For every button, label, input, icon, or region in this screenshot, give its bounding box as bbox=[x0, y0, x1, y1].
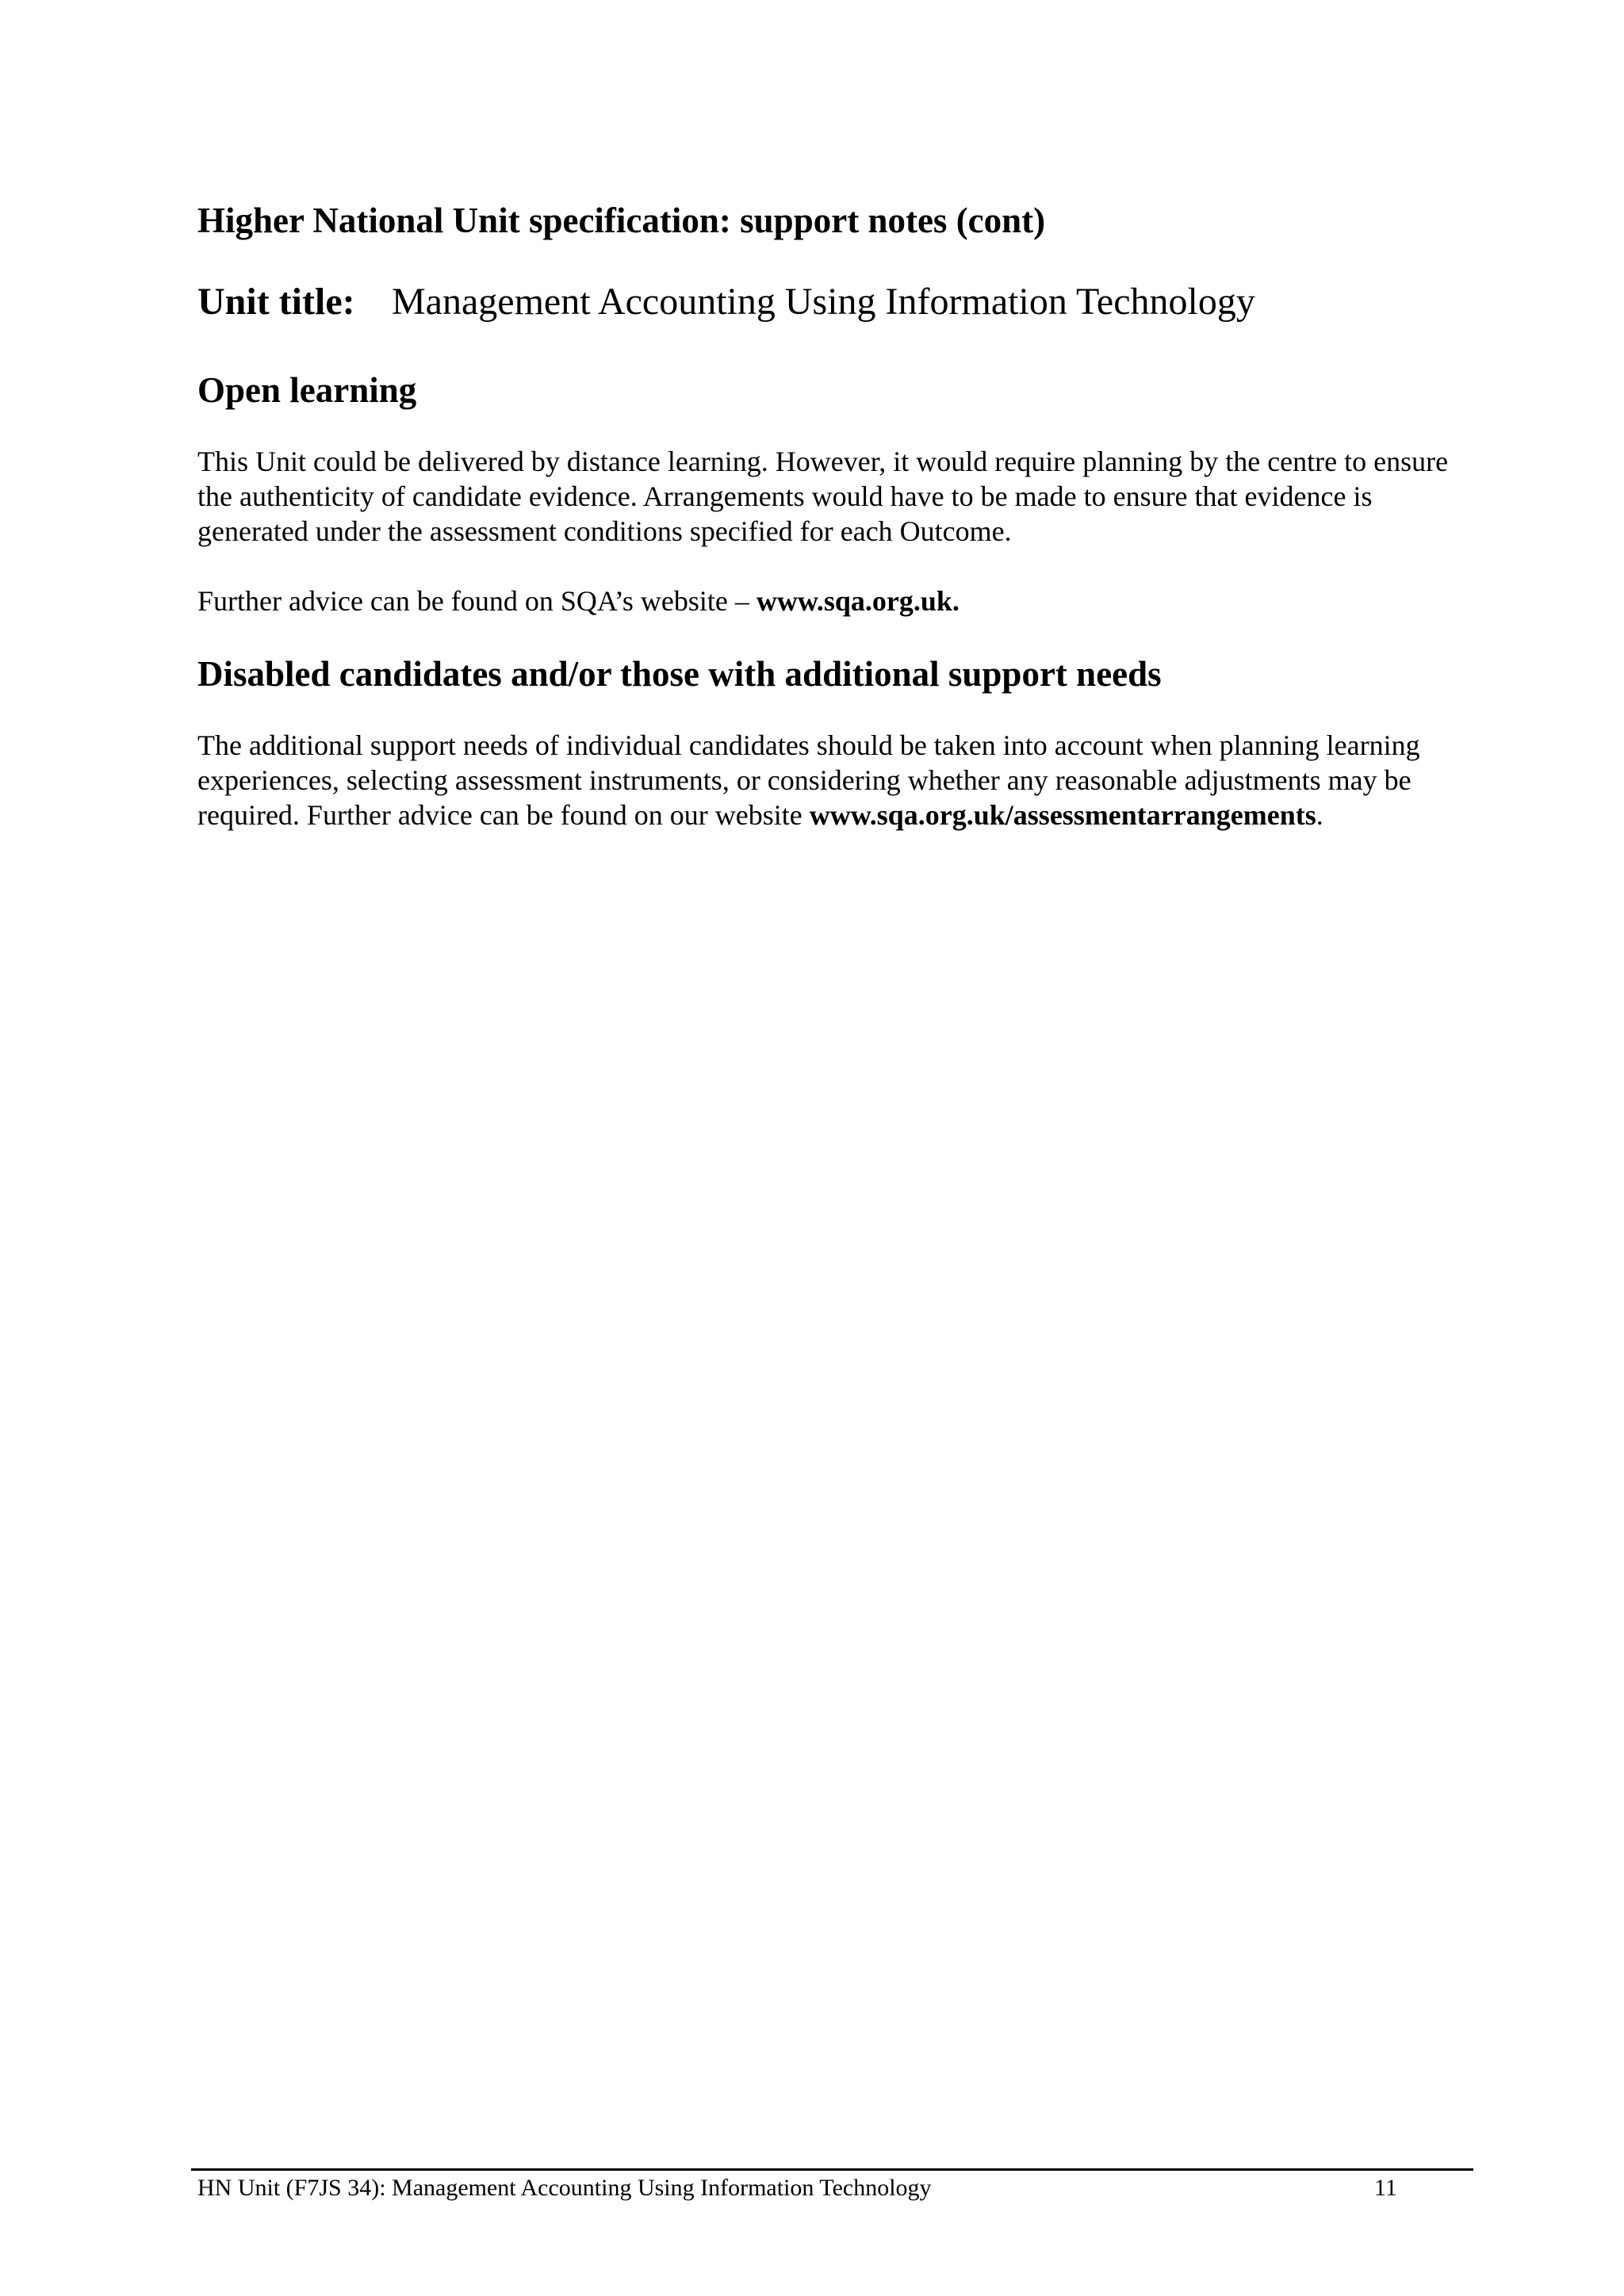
page-content bbox=[197, 197, 1482, 832]
page-number: 11 bbox=[1374, 2175, 1397, 2201]
assessment-arrangements-link[interactable]: www.sqa.org.uk/assessmentarrangements bbox=[809, 799, 1316, 831]
additional-support-text: The additional support needs of individual candidates should be taken into account when planning learning experiences, selecting assessment instruments, or considering whether any reasonable adjustments may be required. Further advice can be found on our website bbox=[197, 729, 1420, 831]
unit-title-row bbox=[197, 277, 1482, 327]
sqa-website-link[interactable]: www.sqa.org.uk. bbox=[756, 585, 959, 617]
footer-rule bbox=[191, 2168, 1473, 2171]
paragraph-end: . bbox=[1316, 799, 1323, 831]
unit-title-value: Management Accounting Using Information Technology bbox=[392, 281, 1255, 323]
further-advice-paragraph bbox=[197, 584, 1482, 618]
open-learning-paragraph: This Unit could be delivered by distance learning. However, it would require planning by the centre to ensure the authenticity of candidate evidence. Arrangements would have to be made to ensure that evidence is generated under the assessment conditions specified for each Outcome. bbox=[197, 446, 1449, 547]
open-learning-heading: Open learning bbox=[197, 370, 417, 410]
further-advice-text: Further advice can be found on SQA’s website – bbox=[197, 585, 756, 617]
footer-text: HN Unit (F7JS 34): Management Accounting Using Information Technology bbox=[197, 2175, 932, 2201]
additional-support-paragraph bbox=[197, 728, 1482, 832]
spec-heading: Higher National Unit specification: support notes (cont) bbox=[197, 201, 1046, 240]
unit-title-label: Unit title: bbox=[197, 281, 355, 323]
additional-support-heading: Disabled candidates and/or those with additional support needs bbox=[197, 654, 1162, 694]
